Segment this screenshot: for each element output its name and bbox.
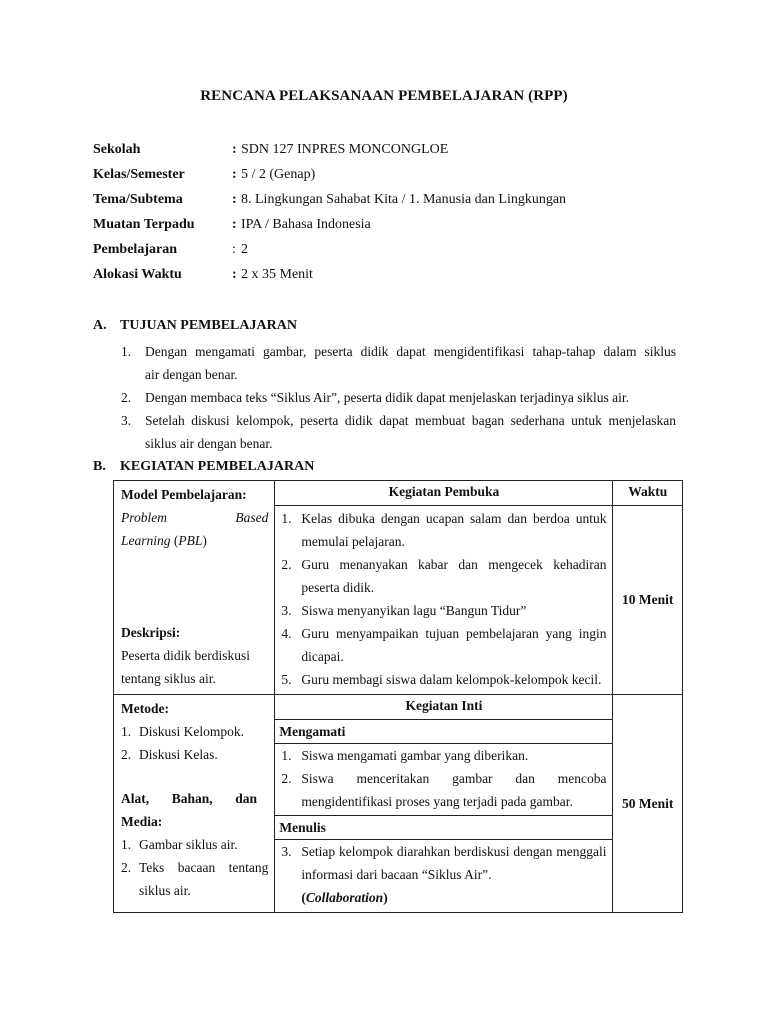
section-letter: B. — [93, 459, 106, 474]
item-number: 2. — [121, 747, 132, 762]
model-value-word: Problem — [121, 510, 167, 525]
mengamati-item — [277, 744, 606, 767]
section-a-heading — [93, 318, 297, 334]
identity-label: Pembelajaran — [93, 242, 177, 257]
collab-paren: ( — [301, 890, 306, 905]
item-text: Kelas dibuka dengan ucapan salam dan berdoa untuk memulai pelajaran. — [301, 511, 607, 549]
section-title: KEGIATAN PEMBELAJARAN — [120, 459, 315, 474]
metode-label: Metode: — [121, 701, 169, 716]
item-number: 1. — [281, 748, 292, 763]
objective-number: 2. — [121, 390, 132, 405]
item-number: 4. — [281, 626, 292, 641]
section-b-heading — [93, 459, 314, 475]
menulis-label: Menulis — [275, 816, 613, 840]
pembuka-item — [277, 622, 606, 668]
model-value-word: Learning — [121, 533, 171, 548]
item-number: 2. — [121, 860, 132, 875]
identity-value: 2 — [241, 242, 248, 257]
pembuka-item — [277, 599, 606, 622]
pembuka-item — [277, 553, 606, 599]
alat-item — [121, 856, 268, 902]
identity-label: Alokasi Waktu — [93, 267, 182, 282]
objective-line: Dengan mengamati gambar, peserta didik dapat mengidentifikasi tahap-tahap dalam siklus — [145, 344, 676, 359]
alat-item — [121, 833, 268, 856]
metode-item — [121, 743, 268, 766]
identity-colon: : — [232, 142, 237, 157]
item-text: Teks bacaan tentang siklus air. — [139, 860, 269, 898]
identity-label: Tema/Subtema — [93, 192, 183, 207]
item-text: Gambar siklus air. — [139, 837, 238, 852]
objective-item — [121, 340, 676, 386]
model-value-word: Based — [235, 510, 269, 525]
objective-item — [121, 386, 676, 409]
identity-colon: : — [232, 217, 237, 232]
objective-line: air dengan benar. — [145, 367, 238, 382]
waktu-header: Waktu — [613, 481, 683, 506]
identity-colon: : — [232, 192, 237, 207]
menulis-cell — [275, 840, 613, 887]
pembuka-header: Kegiatan Pembuka — [275, 481, 613, 506]
item-number: 5. — [281, 672, 292, 687]
collaboration-label: Collaboration — [305, 890, 384, 905]
model-value-line — [121, 506, 268, 529]
collaboration-cell — [275, 886, 613, 913]
model-value-paren: ( — [173, 533, 179, 548]
model-column-top — [114, 481, 275, 695]
identity-colon: : — [232, 267, 237, 282]
identity-label: Muatan Terpadu — [93, 217, 195, 232]
section-title: TUJUAN PEMBELAJARAN — [120, 318, 297, 333]
pembuka-cell — [275, 506, 613, 695]
item-text: Guru menyampaikan tujuan pembelajaran yang ingin dicapai. — [301, 626, 607, 664]
objective-text — [145, 340, 676, 386]
identity-colon: : — [232, 242, 236, 257]
model-value-line — [121, 529, 268, 552]
identity-value: IPA / Bahasa Indonesia — [241, 217, 371, 232]
item-number: 2. — [281, 557, 292, 572]
item-text: Diskusi Kelas. — [139, 747, 218, 762]
item-text: Diskusi Kelompok. — [139, 724, 245, 739]
deskripsi-text: Peserta didik berdiskusi tentang siklus air. — [121, 648, 250, 686]
metode-item — [121, 720, 268, 743]
alat-label — [121, 787, 257, 833]
item-text: Siswa menceritakan gambar dan mencoba mengidentifikasi proses yang terjadi pada gambar. — [301, 771, 607, 809]
alat-label-text: Alat, Bahan, dan Media: — [121, 791, 257, 829]
model-value-paren: ) — [202, 533, 207, 548]
item-text: Siswa mengamati gambar yang diberikan. — [301, 748, 529, 763]
pembuka-item — [277, 507, 606, 553]
objective-text — [145, 386, 676, 409]
identity-value: 2 x 35 Menit — [241, 267, 313, 282]
identity-label: Kelas/Semester — [93, 167, 185, 182]
mengamati-label: Mengamati — [275, 720, 613, 744]
identity-value: 8. Lingkungan Sahabat Kita / 1. Manusia dan Lingkungan — [241, 192, 567, 207]
identity-value: 5 / 2 (Genap) — [241, 167, 316, 182]
objective-line: siklus air dengan benar. — [145, 436, 273, 451]
identity-colon: : — [232, 167, 237, 182]
mengamati-cell — [275, 744, 613, 816]
inti-waktu: 50 Menit — [613, 695, 683, 913]
model-label: Model Pembelajaran: — [121, 487, 247, 502]
objective-item — [121, 409, 676, 455]
item-text: Guru menanyakan kabar dan mengecek kehadiran peserta didik. — [301, 557, 607, 595]
identity-value: SDN 127 INPRES MONCONGLOE — [241, 142, 449, 157]
objective-line: Setelah diskusi kelompok, peserta didik dapat membuat bagan sederhana untuk menjelaskan — [145, 413, 676, 428]
section-letter: A. — [93, 318, 107, 333]
model-column-bottom — [114, 695, 275, 913]
item-number: 2. — [281, 771, 292, 786]
kegiatan-table — [113, 480, 683, 913]
objective-number: 1. — [121, 344, 132, 359]
item-text: Guru membagi siswa dalam kelompok-kelompok kecil. — [301, 672, 602, 687]
menulis-item — [277, 840, 606, 886]
pembuka-waktu: 10 Menit — [613, 506, 683, 695]
model-value-abbr: PBL — [178, 533, 203, 548]
objective-text — [145, 409, 676, 455]
mengamati-item — [277, 767, 606, 813]
inti-header: Kegiatan Inti — [275, 695, 613, 720]
objective-number: 3. — [121, 413, 132, 428]
item-text: Setiap kelompok diarahkan berdiskusi dengan menggali informasi dari bacaan “Siklus Air”. — [301, 844, 607, 882]
objective-line: Dengan membaca teks “Siklus Air”, peserta didik dapat menjelaskan terjadinya siklus air. — [145, 390, 629, 405]
identity-label: Sekolah — [93, 142, 141, 157]
pembuka-item — [277, 668, 606, 691]
item-number: 1. — [121, 837, 132, 852]
document-title: RENCANA PELAKSANAAN PEMBELAJARAN (RPP) — [200, 88, 568, 104]
item-number: 3. — [281, 603, 292, 618]
collab-paren: ) — [383, 890, 388, 905]
item-number: 1. — [121, 724, 132, 739]
deskripsi-label: Deskripsi: — [121, 625, 181, 640]
item-number: 3. — [281, 844, 292, 859]
item-text: Siswa menyanyikan lagu “Bangun Tidur” — [301, 603, 527, 618]
item-number: 1. — [281, 511, 292, 526]
